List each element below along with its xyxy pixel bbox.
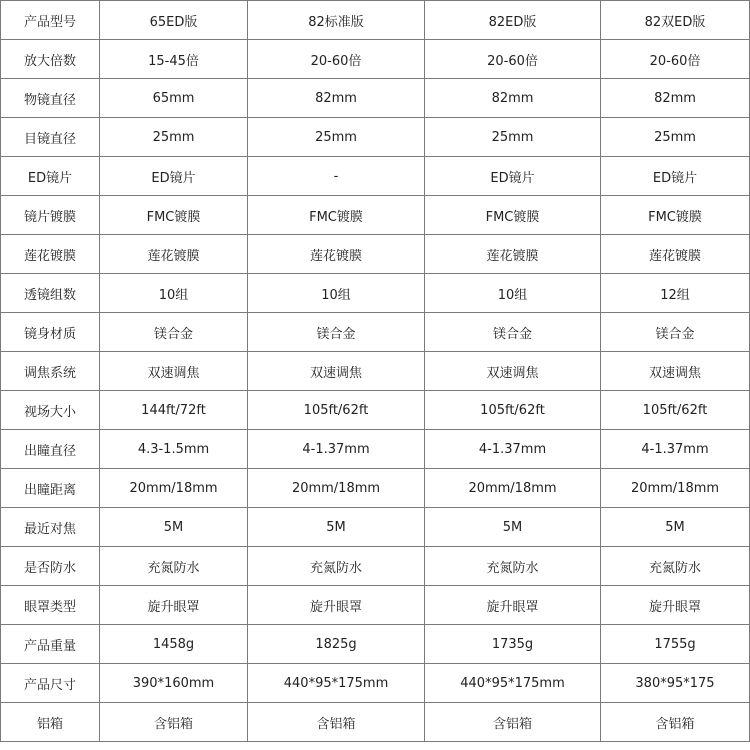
spec-value-cell: ED镜片 — [100, 157, 248, 196]
spec-value-cell: 440*95*175mm — [425, 664, 601, 703]
spec-value-cell: 充氮防水 — [248, 547, 425, 586]
row-label-cell: 镜身材质 — [1, 313, 100, 352]
spec-value-cell: 15-45倍 — [100, 40, 248, 79]
table-row — [1, 157, 750, 196]
table-row — [1, 703, 750, 742]
spec-value-cell: 5M — [248, 508, 425, 547]
table-row — [1, 469, 750, 508]
model-header-cell: 82ED版 — [425, 1, 601, 40]
spec-value-cell: 10组 — [425, 274, 601, 313]
spec-value-cell: 双速调焦 — [100, 352, 248, 391]
spec-value-cell: - — [248, 157, 425, 196]
spec-value-cell: 25mm — [100, 118, 248, 157]
spec-value-cell: 105ft/62ft — [425, 391, 601, 430]
row-label-cell: 产品型号 — [1, 1, 100, 40]
spec-value-cell: 4-1.37mm — [601, 430, 750, 469]
spec-value-cell: 莲花镀膜 — [425, 235, 601, 274]
spec-value-cell: ED镜片 — [425, 157, 601, 196]
spec-value-cell: 65mm — [100, 79, 248, 118]
table-row — [1, 352, 750, 391]
spec-value-cell: 4-1.37mm — [425, 430, 601, 469]
spec-value-cell: 旋升眼罩 — [100, 586, 248, 625]
model-header-cell: 82双ED版 — [601, 1, 750, 40]
spec-value-cell: 旋升眼罩 — [601, 586, 750, 625]
table-row — [1, 430, 750, 469]
row-label-cell: 出瞳直径 — [1, 430, 100, 469]
row-label-cell: 产品重量 — [1, 625, 100, 664]
table-row — [1, 391, 750, 430]
spec-table-body — [1, 1, 750, 742]
spec-value-cell: 镁合金 — [248, 313, 425, 352]
spec-value-cell: 5M — [601, 508, 750, 547]
spec-value-cell: 含铝箱 — [425, 703, 601, 742]
table-row — [1, 274, 750, 313]
spec-value-cell: 440*95*175mm — [248, 664, 425, 703]
spec-value-cell: 4.3-1.5mm — [100, 430, 248, 469]
row-label-cell: 莲花镀膜 — [1, 235, 100, 274]
table-row — [1, 40, 750, 79]
spec-value-cell: 12组 — [601, 274, 750, 313]
spec-value-cell: 4-1.37mm — [248, 430, 425, 469]
table-row — [1, 625, 750, 664]
spec-value-cell: 20mm/18mm — [425, 469, 601, 508]
table-row — [1, 547, 750, 586]
spec-value-cell: 镁合金 — [425, 313, 601, 352]
spec-value-cell: 20mm/18mm — [248, 469, 425, 508]
spec-value-cell: 充氮防水 — [100, 547, 248, 586]
row-label-cell: 出瞳距离 — [1, 469, 100, 508]
spec-value-cell: 5M — [100, 508, 248, 547]
spec-value-cell: 充氮防水 — [425, 547, 601, 586]
spec-value-cell: 105ft/62ft — [601, 391, 750, 430]
spec-value-cell: 双速调焦 — [425, 352, 601, 391]
spec-value-cell: FMC镀膜 — [100, 196, 248, 235]
table-row — [1, 508, 750, 547]
spec-value-cell: 82mm — [601, 79, 750, 118]
table-row — [1, 118, 750, 157]
spec-value-cell: 含铝箱 — [248, 703, 425, 742]
row-label-cell: 调焦系统 — [1, 352, 100, 391]
spec-value-cell: 充氮防水 — [601, 547, 750, 586]
spec-value-cell: 双速调焦 — [248, 352, 425, 391]
spec-value-cell: FMC镀膜 — [248, 196, 425, 235]
spec-value-cell: FMC镀膜 — [601, 196, 750, 235]
row-label-cell: 最近对焦 — [1, 508, 100, 547]
spec-value-cell: 10组 — [100, 274, 248, 313]
spec-value-cell: 1755g — [601, 625, 750, 664]
row-label-cell: 目镜直径 — [1, 118, 100, 157]
spec-value-cell: 5M — [425, 508, 601, 547]
row-label-cell: 视场大小 — [1, 391, 100, 430]
spec-value-cell: 25mm — [601, 118, 750, 157]
spec-value-cell: 镁合金 — [100, 313, 248, 352]
table-row — [1, 235, 750, 274]
spec-value-cell: 1458g — [100, 625, 248, 664]
spec-value-cell: 380*95*175 — [601, 664, 750, 703]
row-label-cell: 物镜直径 — [1, 79, 100, 118]
spec-value-cell: 旋升眼罩 — [425, 586, 601, 625]
table-row — [1, 586, 750, 625]
spec-value-cell: 含铝箱 — [100, 703, 248, 742]
spec-value-cell: 20-60倍 — [248, 40, 425, 79]
table-row — [1, 313, 750, 352]
spec-value-cell: 20mm/18mm — [100, 469, 248, 508]
spec-value-cell: 25mm — [425, 118, 601, 157]
table-header-row — [1, 1, 750, 40]
row-label-cell: 铝箱 — [1, 703, 100, 742]
spec-value-cell: FMC镀膜 — [425, 196, 601, 235]
model-header-cell: 82标准版 — [248, 1, 425, 40]
spec-value-cell: 1825g — [248, 625, 425, 664]
table-row — [1, 79, 750, 118]
spec-value-cell: 144ft/72ft — [100, 391, 248, 430]
spec-value-cell: 莲花镀膜 — [248, 235, 425, 274]
model-header-cell: 65ED版 — [100, 1, 248, 40]
row-label-cell: 透镜组数 — [1, 274, 100, 313]
spec-value-cell: 82mm — [248, 79, 425, 118]
row-label-cell: 眼罩类型 — [1, 586, 100, 625]
spec-value-cell: 莲花镀膜 — [100, 235, 248, 274]
row-label-cell: 镜片镀膜 — [1, 196, 100, 235]
table-row — [1, 196, 750, 235]
spec-value-cell: 双速调焦 — [601, 352, 750, 391]
spec-value-cell: 1735g — [425, 625, 601, 664]
spec-value-cell: 莲花镀膜 — [601, 235, 750, 274]
row-label-cell: 放大倍数 — [1, 40, 100, 79]
spec-value-cell: ED镜片 — [601, 157, 750, 196]
table-row — [1, 664, 750, 703]
spec-value-cell: 含铝箱 — [601, 703, 750, 742]
spec-value-cell: 20-60倍 — [425, 40, 601, 79]
row-label-cell: 产品尺寸 — [1, 664, 100, 703]
spec-value-cell: 105ft/62ft — [248, 391, 425, 430]
row-label-cell: ED镜片 — [1, 157, 100, 196]
spec-value-cell: 390*160mm — [100, 664, 248, 703]
spec-value-cell: 25mm — [248, 118, 425, 157]
spec-value-cell: 82mm — [425, 79, 601, 118]
spec-value-cell: 10组 — [248, 274, 425, 313]
spec-value-cell: 镁合金 — [601, 313, 750, 352]
spec-value-cell: 20-60倍 — [601, 40, 750, 79]
row-label-cell: 是否防水 — [1, 547, 100, 586]
spec-value-cell: 20mm/18mm — [601, 469, 750, 508]
spec-value-cell: 旋升眼罩 — [248, 586, 425, 625]
